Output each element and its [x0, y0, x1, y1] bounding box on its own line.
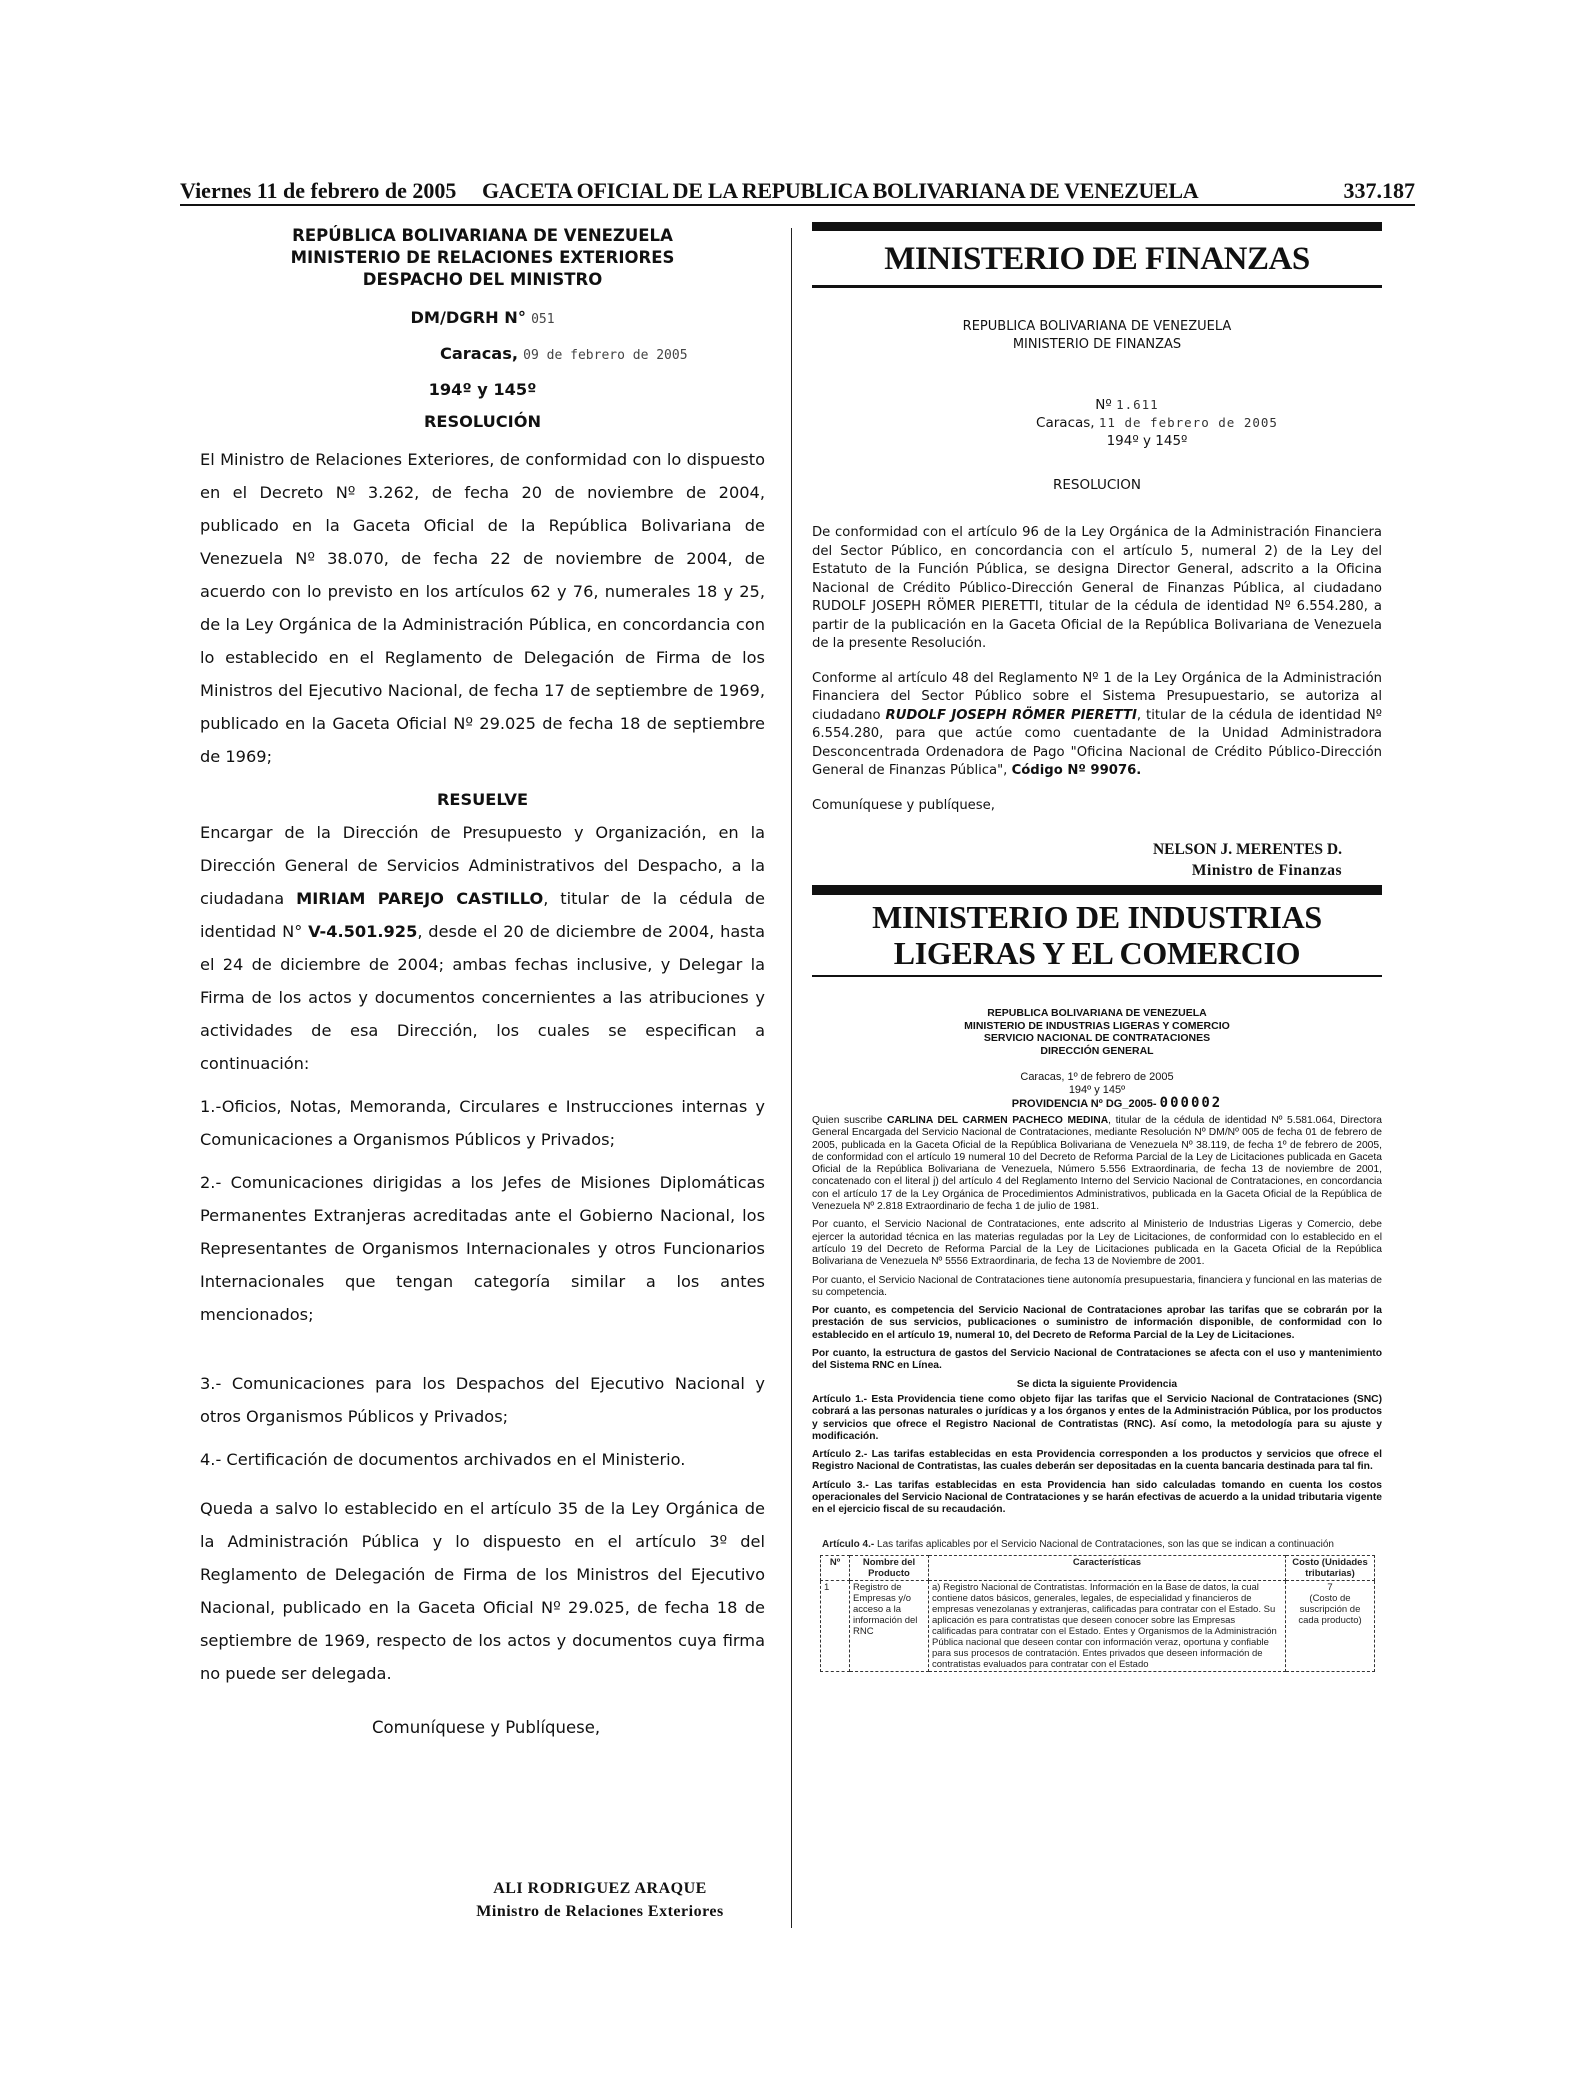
left-head-ministry: MINISTERIO DE RELACIONES EXTERIORES — [290, 248, 675, 267]
left-ref-number: 051 — [531, 312, 555, 327]
finanzas-title-rule — [812, 285, 1382, 288]
finanzas-signature-block — [812, 839, 1382, 881]
industrias-providencia-number: 000002 — [1159, 1095, 1223, 1111]
left-p2-id: V-4.501.925 — [308, 922, 418, 941]
finanzas-signer-title: Ministro de Finanzas — [1191, 862, 1342, 879]
left-reference — [200, 305, 765, 333]
left-paragraph-final: Queda a salvo lo establecido en el artículo 35 de la Ley Orgánica de la Administración Pública y lo dispuesto en el artículo 3º del Reglamento de Delegación de Firma de los Ministros del Ejecutivo Nacional, publicado en la Gaceta Oficial Nº 29.025, de fecha 18 de septiembre de 1969, respecto de los actos y documentos cuya firma no puede ser delegada. — [200, 1499, 765, 1683]
industrias-article-3 — [812, 1480, 1382, 1517]
column-separator — [791, 228, 792, 1928]
finanzas-paragraph-2 — [812, 670, 1382, 781]
left-p2-text-c: , desde el 20 de diciembre de 2004, hasta el 24 de diciembre de 2004; ambas fechas inclusive, y Delegar la Firma de los actos y documentos concernientes a las atribuciones y actividades de esa Dirección, los cuales se especifican a continuación: — [200, 922, 765, 1073]
industrias-years: 194º y 145º — [1068, 1084, 1126, 1096]
industrias-paragraph-3: Por cuanto, el Servicio Nacional de Contrataciones tiene autonomía presupuestaria, financiera y funcional en las materias de su competencia. — [812, 1274, 1382, 1298]
industrias-p1-name: CARLINA DEL CARMEN PACHECO MEDINA — [886, 1115, 1109, 1126]
left-title: RESOLUCIÓN — [423, 412, 542, 431]
finanzas-resolution-title: RESOLUCION — [1053, 477, 1141, 493]
finanzas-number-line — [812, 396, 1382, 414]
industrias-date: Caracas, 1º de febrero de 2005 — [1020, 1071, 1174, 1083]
left-p2-text-a: Encargar de la Dirección de Presupuesto y Organización, en la Dirección General de Servicios Administrativos del Despacho, a la ciudadana — [200, 823, 765, 908]
industrias-paragraph-1 — [812, 1115, 1382, 1213]
tariff-table — [820, 1555, 1375, 1672]
left-date-line — [200, 341, 765, 369]
left-p2-text-b: , titular de la cédula de identidad N° — [200, 889, 765, 941]
industrias-head-service: SERVICIO NACIONAL DE CONTRATACIONES — [983, 1032, 1211, 1044]
tariff-col-number: Nº — [821, 1555, 850, 1580]
left-paragraph-resuelve — [200, 816, 765, 1080]
industrias-a2-text: Las tarifas establecidas en esta Providencia corresponden a los productos y servicios que ofrece el Registro Nacional de Contratistas, las cuales deberán ser depositadas en la cuenta bancaria destinada para tal fin. — [812, 1449, 1382, 1473]
tariff-col-characteristics: Características — [929, 1555, 1286, 1580]
left-item-1: 1.-Oficios, Notas, Memoranda, Circulares e Instrucciones internas y Comunicaciones a Organismos Públicos y Privados; — [200, 1097, 765, 1149]
industrias-title-1: MINISTERIO DE INDUSTRIAS — [872, 899, 1322, 935]
industrias-article-1 — [812, 1394, 1382, 1443]
industrias-a2-label: Artículo 2.- — [812, 1449, 868, 1461]
left-column-resolution — [200, 225, 765, 1690]
finanzas-date: 11 de febrero de 2005 — [1098, 415, 1278, 430]
industrias-a4-label: Artículo 4.- — [822, 1538, 875, 1550]
industrias-a4-text: Las tarifas aplicables por el Servicio Nacional de Contrataciones, son las que se indican a continuación — [877, 1538, 1334, 1550]
industrias-article-2 — [812, 1449, 1382, 1474]
industrias-title-rule — [812, 975, 1382, 977]
industrias-a1-label: Artículo 1.- — [812, 1393, 868, 1405]
industrias-paragraph-5: Por cuanto, la estructura de gastos del Servicio Nacional de Contrataciones se afecta con el uso y mantenimiento del Sistema RNC en Línea. — [812, 1348, 1382, 1372]
industrias-top-bar — [812, 885, 1382, 895]
industrias-paragraph-4: Por cuanto, es competencia del Servicio Nacional de Contrataciones aprobar las tarifas que se cobrarán por la prestación de sus servicios, publicaciones o suministro de información disponible, de conformidad con lo establecido en el artículo 19, numeral 10, del Decreto de Reforma Parcial de la Ley de Licitaciones. — [812, 1305, 1382, 1341]
left-signer-title: Ministro de Relaciones Exteriores — [476, 1903, 724, 1920]
industrias-head-republic: REPUBLICA BOLIVARIANA DE VENEZUELA — [987, 1007, 1207, 1019]
industrias-title-2: LIGERAS Y EL COMERCIO — [893, 935, 1301, 971]
industrias-dicta: Se dicta la siguiente Providencia — [1016, 1378, 1178, 1390]
industrias-article-4 — [812, 1539, 1382, 1551]
header-rule — [180, 204, 1415, 206]
finanzas-head-republic: REPUBLICA BOLIVARIANA DE VENEZUELA — [962, 319, 1232, 334]
industrias-a1-text: Esta Providencia tiene como objeto fijar las tarifas que el Servicio Nacional de Contrataciones (SNC) cobrará a las personas naturales o jurídicas y a los órganos y entes de la Administración Pública, por los productos y servicios que ofrece el Registro Nacional de Contratistas (RNC). Así como, la metodología para su ajuste y modificación. — [812, 1393, 1382, 1442]
finanzas-number-label: Nº — [1095, 397, 1112, 413]
industrias-p1-text-a: Quien suscribe — [812, 1115, 883, 1126]
left-closing: Comuníquese y Publíquese, — [372, 1718, 601, 1737]
tariff-table-header-row — [821, 1555, 1375, 1580]
tariff-char-label: a) — [932, 1581, 941, 1593]
industrias-p1-text-b: , titular de la cédula de identidad Nº 5.581.064, Directora General Encargada del Servicio Nacional de Contrataciones, mediante Resolución Nº DM/Nº 005 de fecha 01 de febrero de 2005, publicada en la Gaceta Oficial de la República Bolivariana de Venezuela Nº 38.119, de fecha 1º de febrero de 2005, de conformidad con el artículo 19 numeral 10 del Decreto de Reforma Parcial de la Ley de Licitaciones publicada en Gaceta Oficial de la República Bolivariana de Venezuela, Número 5.556 Extraordinaria, de fecha 13 de noviembre de 2001, concatenado con el literal j) del artículo 4 del Reglamento Interno del Servicio Nacional de Contrataciones, en concordancia con el artículo 17 de la Ley Orgánica de Procedimientos Administrativos, publicada en la Gaceta Oficial de la República de Venezuela Nº 2.818 Extraordinario de fecha 1 de julio de 1981. — [812, 1115, 1382, 1213]
left-item-4: 4.- Certificación de documentos archivados en el Ministerio. — [200, 1450, 686, 1469]
left-paragraph-considerando: El Ministro de Relaciones Exteriores, de conformidad con lo dispuesto en el Decreto Nº 3.262, de fecha 20 de noviembre de 2004, publicado en la Gaceta Oficial de la República Bolivariana de Venezuela Nº 38.070, de fecha 22 de noviembre de 2004, de acuerdo con lo previsto en los artículos 62 y 76, numerales 18 y 25, de la Ley Orgánica de la Administración Pública, en concordancia con lo establecido en el Reglamento de Delegación de Firma de los Ministros del Ejecutivo Nacional, de fecha 17 de septiembre de 1969, publicado en la Gaceta Oficial Nº 29.025 de fecha 18 de septiembre de 1969; — [200, 450, 765, 766]
left-signature-block — [420, 1877, 780, 1923]
right-column — [812, 222, 1382, 1672]
left-date: 09 de febrero de 2005 — [523, 348, 688, 363]
industrias-paragraph-2: Por cuanto, el Servicio Nacional de Contrataciones, ente adscrito al Ministerio de Industrias Ligeras y Comercio, debe ejercer la autoridad técnica en las materias reguladas por la Ley de Licitaciones, de conformidad con lo establecido en el artículo 19 del Decreto de Reforma Parcial de la Ley de Licitaciones publicada en la Gaceta Oficial de la República Bolivariana de Venezuela Nº 5556 Extraordinaria, de fecha 13 de Noviembre de 2001. — [812, 1219, 1382, 1268]
industrias-head-ministry: MINISTERIO DE INDUSTRIAS LIGERAS Y COMERCIO — [964, 1019, 1230, 1032]
left-years: 194º y 145º — [428, 380, 537, 399]
page-header — [180, 178, 1415, 206]
left-head-republic: REPÚBLICA BOLIVARIANA DE VENEZUELA — [292, 226, 673, 245]
left-ref-label: DM/DGRH N° — [410, 308, 526, 327]
left-place: Caracas, — [440, 344, 519, 363]
finanzas-paragraph-1: De conformidad con el artículo 96 de la Ley Orgánica de la Administración Financiera del Sector Público, en concordancia con el artículo 5, numeral 2) de la Ley del Estatuto de la Función Pública, se designa Director General, adscrito a la Oficina Nacional de Crédito Público-Dirección General de Finanzas Pública, al ciudadano RUDOLF JOSEPH RÖMER PIERETTI, titular de la cédula de identidad Nº 6.554.280, a partir de la publicación en la Gaceta Oficial de la República Bolivariana de Venezuela de la presente Resolución. — [812, 525, 1382, 651]
tariff-char-text: Registro Nacional de Contratistas. Información en la Base de datos, la cual contiene datos básicos, generales, legales, de especialidad y financieros de empresas venezolanas y extranjeras, calificadas para contratar con el Estado. Su aplicación es para contratistas que deseen conocer sobre las Empresas calificadas para contratar con el Estado. Entes y Organismos de la Administración Pública nacional que deseen contar con información veraz, oportuna y confiable para sus procesos de contratación. Entes privados que deseen información de contratistas evaluados para contratar con el Estado — [932, 1581, 1277, 1670]
left-head-office: DESPACHO DEL MINISTRO — [362, 270, 603, 289]
left-signer-name: ALI RODRIGUEZ ARAQUE — [493, 1880, 707, 1897]
finanzas-date-line — [812, 414, 1382, 432]
finanzas-body — [812, 524, 1382, 815]
left-item-3: 3.- Comunicaciones para los Despachos del Ejecutivo Nacional y otros Organismos Públicos y Privados; — [200, 1374, 765, 1426]
industrias-providencia-label: PROVIDENCIA Nº DG_2005- — [1011, 1098, 1157, 1110]
industrias-a3-text: Las tarifas establecidas en esta Providencia han sido calculadas tomando en cuenta los costos operacionales del Servicio Nacional de Contrataciones y se harán efectivas de acuerdo a la unidad tributaria vigente en el ejercicio fiscal de su recaudación. — [812, 1479, 1382, 1516]
finanzas-years: 194º y 145º — [1106, 433, 1188, 449]
tariff-cell-characteristics — [929, 1580, 1286, 1671]
header-page-number: 337.187 — [1343, 178, 1415, 203]
industrias-head-direction: DIRECCIÓN GENERAL — [1040, 1044, 1154, 1057]
left-item-2: 2.- Comunicaciones dirigidas a los Jefes de Misiones Diplomáticas Permanentes Extranjeras acreditadas ante el Gobierno Nacional, los Representantes de Organismos Internacionales y otros Funcionarios Internacionales que tengan categoría similar a los antes mencionados; — [200, 1173, 765, 1324]
finanzas-place: Caracas, — [1036, 415, 1095, 431]
industrias-providencia-line — [812, 1097, 1382, 1111]
industrias-body — [812, 1115, 1382, 1517]
finanzas-title: MINISTERIO DE FINANZAS — [884, 241, 1310, 277]
finanzas-p2-text-a: Conforme al artículo 48 del Reglamento Nº 1 de la Ley Orgánica de la Administración Financiera del Sector Público sobre el Sistema Presupuestario, se autoriza al ciudadano — [812, 670, 1382, 723]
tariff-col-product: Nombre del Producto — [850, 1555, 929, 1580]
header-publication: GACETA OFICIAL DE LA REPUBLICA BOLIVARIANA DE VENEZUELA — [482, 178, 1199, 203]
left-resuelve: RESUELVE — [436, 790, 529, 809]
finanzas-p2-code: Código Nº 99076. — [1011, 763, 1142, 778]
finanzas-p2-text-b: , titular de la cédula de identidad Nº 6.554.280, para que actúe como cuentadante de la Unidad Administradora Desconcentrada Ordenadora de Pago "Oficina Nacional de Crédito Público-Dirección General de Finanzas Pública", — [812, 707, 1382, 778]
tariff-cell-product: Registro de Empresas y/o acceso a la información del RNC — [850, 1580, 929, 1671]
tariff-cell-cost — [1286, 1580, 1375, 1671]
tariff-col-cost: Costo (Unidades tributarias) — [1286, 1555, 1375, 1580]
finanzas-p2-name: RUDOLF JOSEPH RÖMER PIERETTI — [885, 707, 1137, 723]
finanzas-top-bar — [812, 222, 1382, 231]
table-row — [821, 1580, 1375, 1671]
tariff-cell-number: 1 — [821, 1580, 850, 1671]
header-date: Viernes 11 de febrero de 2005 — [180, 178, 457, 203]
industrias-a3-label: Artículo 3.- — [812, 1479, 869, 1491]
left-p2-name: MIRIAM PAREJO CASTILLO — [296, 889, 544, 908]
tariff-cost-value: 7 — [1327, 1581, 1333, 1593]
finanzas-head-ministry: MINISTERIO DE FINANZAS — [1012, 337, 1182, 352]
tariff-cost-note: (Costo de suscripción de cada producto) — [1298, 1592, 1362, 1626]
finanzas-closing: Comuníquese y publíquese, — [812, 797, 995, 813]
finanzas-signer-name: NELSON J. MERENTES D. — [1152, 841, 1342, 858]
finanzas-number: 1.611 — [1116, 397, 1159, 412]
